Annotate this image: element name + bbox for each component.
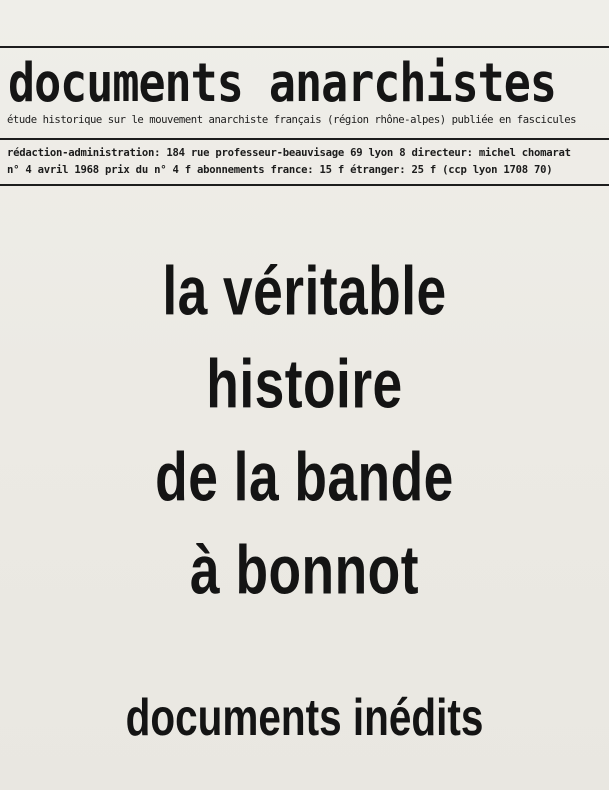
middle-rule (0, 138, 609, 140)
publication-info-line-1: rédaction-administration: 184 rue professeur-beauvisage 69 lyon 8 directeur: michel chomarat (7, 147, 571, 159)
top-rule (0, 46, 609, 48)
footer-subtitle: documents inédits (125, 688, 484, 747)
masthead-subtitle: étude historique sur le mouvement anarchiste français (région rhône-alpes) publiée en fascicules (7, 114, 577, 126)
headline (0, 245, 609, 617)
masthead-title: documents anarchistes (8, 51, 556, 114)
publication-info-line-2: n° 4 avril 1968 prix du n° 4 f abonnements france: 15 f étranger: 25 f (ccp lyon 1708 70) (7, 164, 553, 176)
headline-line-1: la véritable (162, 253, 447, 330)
bottom-rule (0, 184, 609, 186)
headline-line-2: histoire (206, 346, 403, 423)
headline-line-3: de la bande (155, 439, 454, 516)
headline-line-4: à bonnot (190, 532, 419, 609)
